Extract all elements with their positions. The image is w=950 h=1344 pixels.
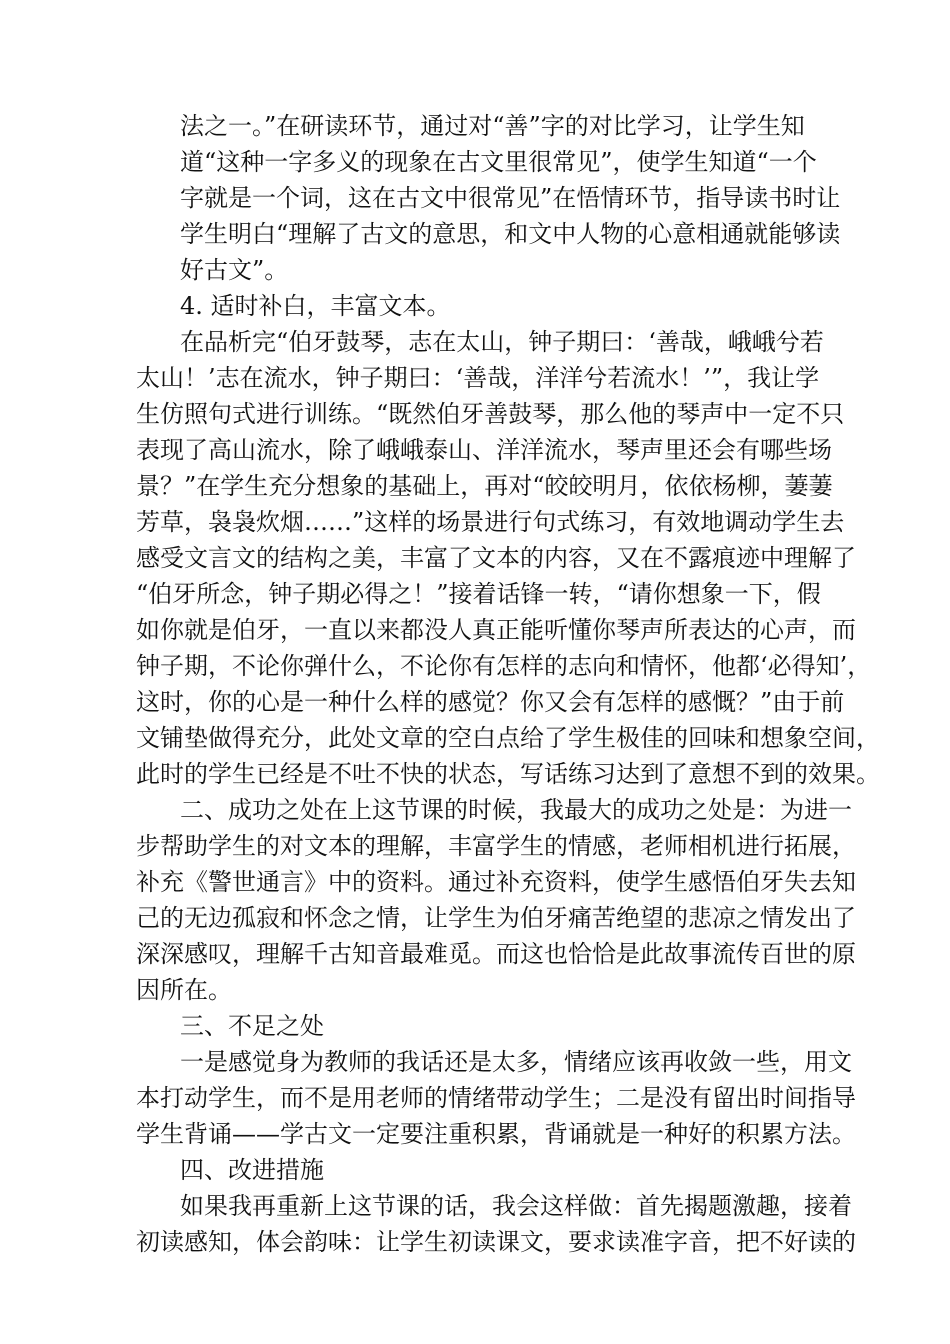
text-line-25: 因所在。: [136, 976, 232, 1004]
text-line-2: 道“这种一字多义的现象在古文里很常见”，使学生知道“一个: [180, 148, 817, 176]
text-line-9: 生仿照句式进行训练。“既然伯牙善鼓琴，那么他的琴声中一定不只: [136, 400, 845, 428]
text-line-19: 此时的学生已经是不吐不快的状态，写话练习达到了意想不到的效果。: [136, 760, 880, 788]
text-line-4: 学生明白“理解了古文的意思，和文中人物的心意相通就能够读: [180, 220, 841, 248]
section-heading-4: 4. 适时补白，丰富文本。: [180, 292, 451, 320]
text-line-32: 初读感知，体会韵味：让学生初读课文，要求读准字音，把不好读的: [136, 1228, 856, 1256]
text-line-1: 法之一。”在研读环节，通过对“善”字的对比学习，让学生知: [180, 112, 805, 140]
text-line-31: 如果我再重新上这节课的话，我会这样做：首先揭题激趣，接着: [180, 1192, 852, 1220]
text-line-11: 景？”在学生充分想象的基础上，再对“皎皎明月，依依杨柳，萋萋: [136, 472, 833, 500]
text-line-23: 己的无边孤寂和怀念之情，让学生为伯牙痛苦绝望的悲凉之情发出了: [136, 904, 856, 932]
text-line-29: 学生背诵——学古文一定要注重积累，背诵就是一种好的积累方法。: [136, 1120, 856, 1148]
text-line-27: 一是感觉身为教师的我话还是太多，情绪应该再收敛一些，用文: [180, 1048, 852, 1076]
section-heading-improvements: 四、改进措施: [180, 1156, 324, 1184]
text-line-8: 太山！’志在流水，钟子期曰：‘善哉，洋洋兮若流水！’”，我让学: [136, 364, 820, 392]
text-line-22: 补充《警世通言》中的资料。通过补充资料，使学生感悟伯牙失去知: [136, 868, 856, 896]
text-line-17: 这时，你的心是一种什么样的感觉？你又会有怎样的感慨？”由于前: [136, 688, 845, 716]
text-line-21: 步帮助学生的对文本的理解，丰富学生的情感，老师相机进行拓展，: [136, 832, 856, 860]
text-line-10: 表现了高山流水，除了峨峨泰山、洋洋流水，琴声里还会有哪些场: [136, 436, 832, 464]
text-line-12: 芳草，袅袅炊烟……”这样的场景进行句式练习，有效地调动学生去: [136, 508, 845, 536]
section-heading-success: 二、成功之处在上这节课的时候，我最大的成功之处是：为进一: [180, 796, 852, 824]
text-line-7: 在品析完“伯牙鼓琴，志在太山，钟子期曰：‘善哉，峨峨兮若: [180, 328, 824, 356]
text-line-18: 文铺垫做得充分，此处文章的空白点给了学生极佳的回味和想象空间，: [136, 724, 880, 752]
text-line-14: “伯牙所念，钟子期必得之！”接着话锋一转，“请你想象一下，假: [136, 580, 821, 608]
text-line-3: 字就是一个词，这在古文中很常见”在悟情环节，指导读书时让: [180, 184, 841, 212]
text-line-13: 感受文言文的结构之美，丰富了文本的内容，又在不露痕迹中理解了: [136, 544, 856, 572]
text-line-28: 本打动学生，而不是用老师的情绪带动学生；二是没有留出时间指导: [136, 1084, 856, 1112]
text-line-15: 如你就是伯牙，一直以来都没人真正能听懂你琴声所表达的心声，而: [136, 616, 856, 644]
text-line-16: 钟子期，不论你弹什么，不论你有怎样的志向和情怀，他都‘必得知’，: [136, 652, 872, 680]
text-line-5: 好古文”。: [180, 256, 289, 284]
section-heading-shortcomings: 三、不足之处: [180, 1012, 324, 1040]
text-line-24: 深深感叹，理解千古知音最难觅。而这也恰恰是此故事流传百世的原: [136, 940, 856, 968]
